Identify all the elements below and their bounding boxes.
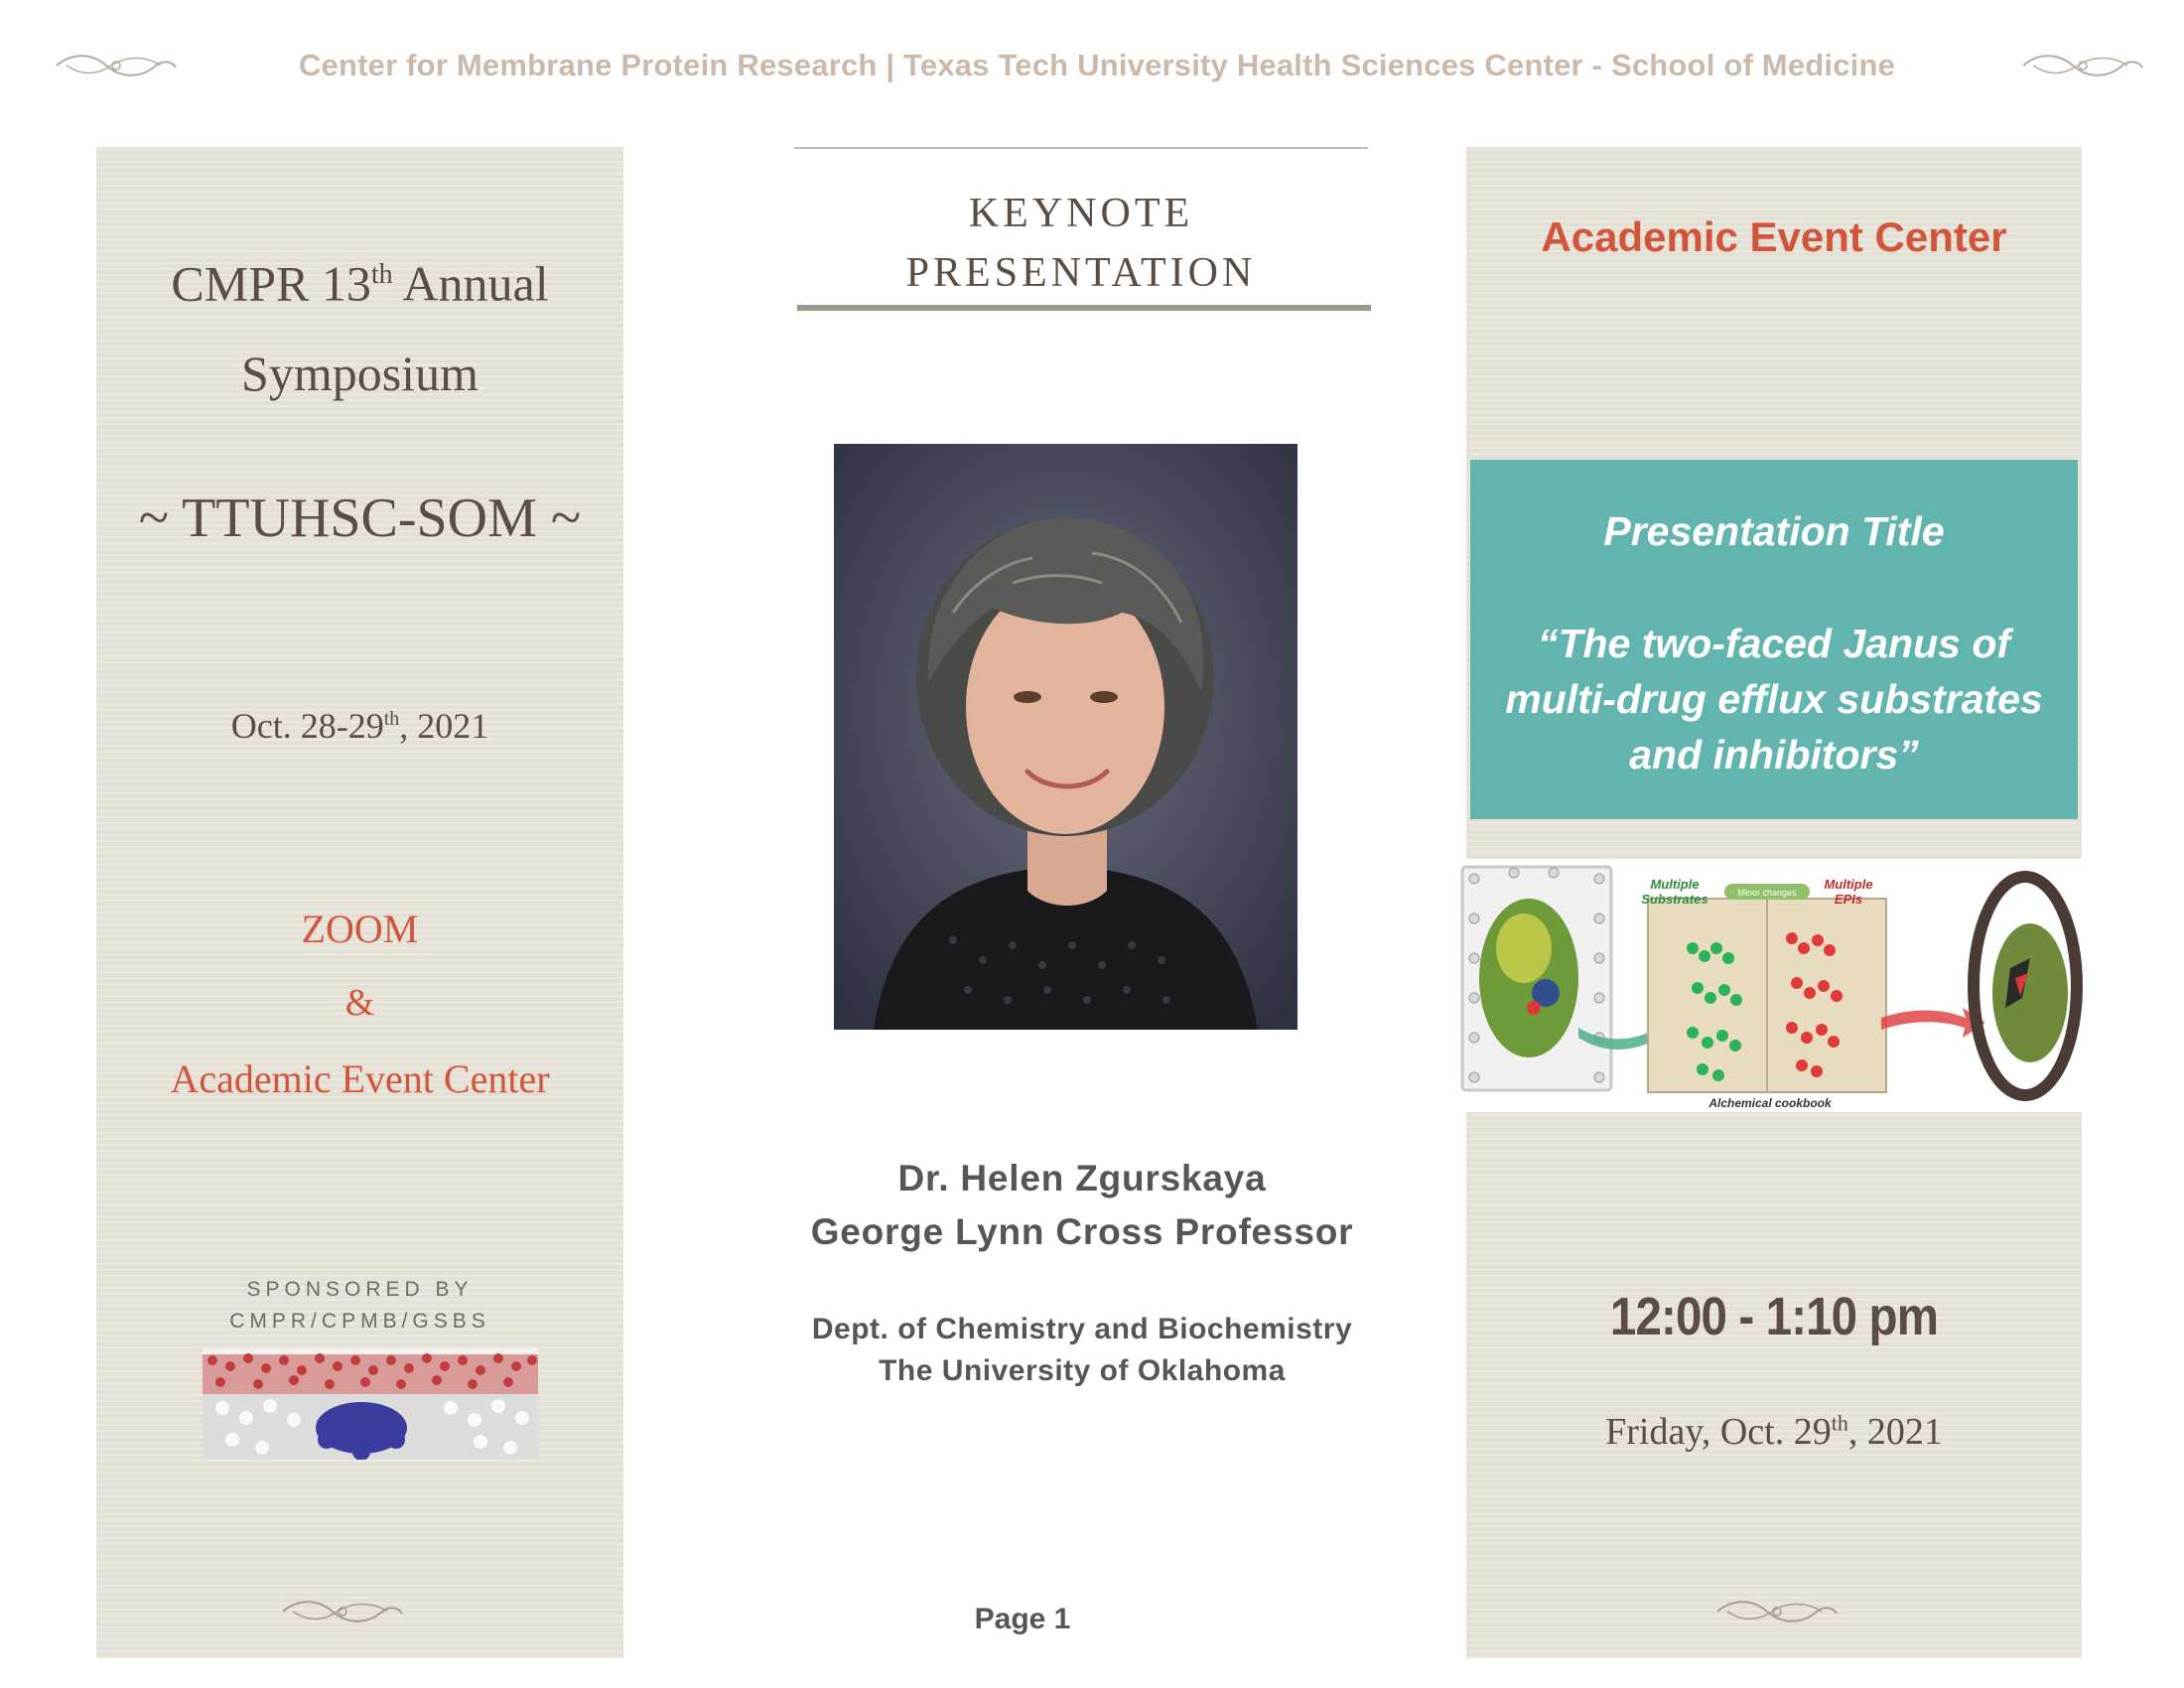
presentation-title-label: Presentation Title xyxy=(1603,508,1945,554)
graphic-label-minor-changes: Minor changes xyxy=(1737,888,1797,898)
event-venue-heading: Academic Event Center xyxy=(1541,213,2007,260)
graphic-label-epis-2: EPIs xyxy=(1834,892,1863,907)
flourish-ornament-bottom-left xyxy=(278,1594,407,1629)
graphic-label-epis-1: Multiple xyxy=(1824,877,1873,892)
membrane-simulation-image xyxy=(203,1348,538,1460)
flourish-ornament-left xyxy=(52,48,181,83)
speaker-name-and-title: Dr. Helen Zgurskaya George Lynn Cross Professor xyxy=(810,1158,1354,1252)
venue-zoom: ZOOM xyxy=(301,907,419,951)
graphic-label-substrates-1: Multiple xyxy=(1650,877,1700,892)
graphic-caption: Alchemical cookbook xyxy=(1708,1096,1832,1110)
graphic-label-substrates-2: Substrates xyxy=(1641,892,1708,907)
sponsor-text: SPONSORED BY CMPR/CPMB/GSBS xyxy=(229,1278,490,1333)
page-number: Page 1 xyxy=(974,1603,1071,1635)
flourish-ornament-right xyxy=(2018,48,2147,83)
keynote-rule-bottom xyxy=(797,305,1371,311)
venue-academic-event-center: Academic Event Center xyxy=(170,1056,550,1101)
venue-ampersand: & xyxy=(344,982,375,1024)
organization-name: ~ TTUHSC-SOM ~ xyxy=(138,488,582,549)
speaker-affiliation: Dept. of Chemistry and Biochemistry The University of Oklahoma xyxy=(811,1313,1353,1387)
speaker-portrait xyxy=(834,444,1297,1030)
research-graphic xyxy=(1454,859,2083,1112)
keynote-heading: KEYNOTE PRESENTATION xyxy=(905,191,1257,296)
symposium-dates: Oct. 28-29th, 2021 xyxy=(230,706,489,746)
presentation-date: Friday, Oct. 29th, 2021 xyxy=(1605,1410,1943,1453)
flourish-ornament-bottom-right xyxy=(1712,1594,1842,1629)
header-banner: Center for Membrane Protein Research | Texas Tech University Health Sciences Center - School of Medicine xyxy=(298,48,1896,82)
presentation-title: “The two-faced Janus of multi-drug efflux substrates and inhibitors” xyxy=(1505,621,2043,777)
symposium-title: CMPR 13th Annual Symposium xyxy=(171,255,549,401)
keynote-rule-top xyxy=(794,147,1368,149)
presentation-time: 12:00 - 1:10 pm xyxy=(1609,1287,1939,1346)
